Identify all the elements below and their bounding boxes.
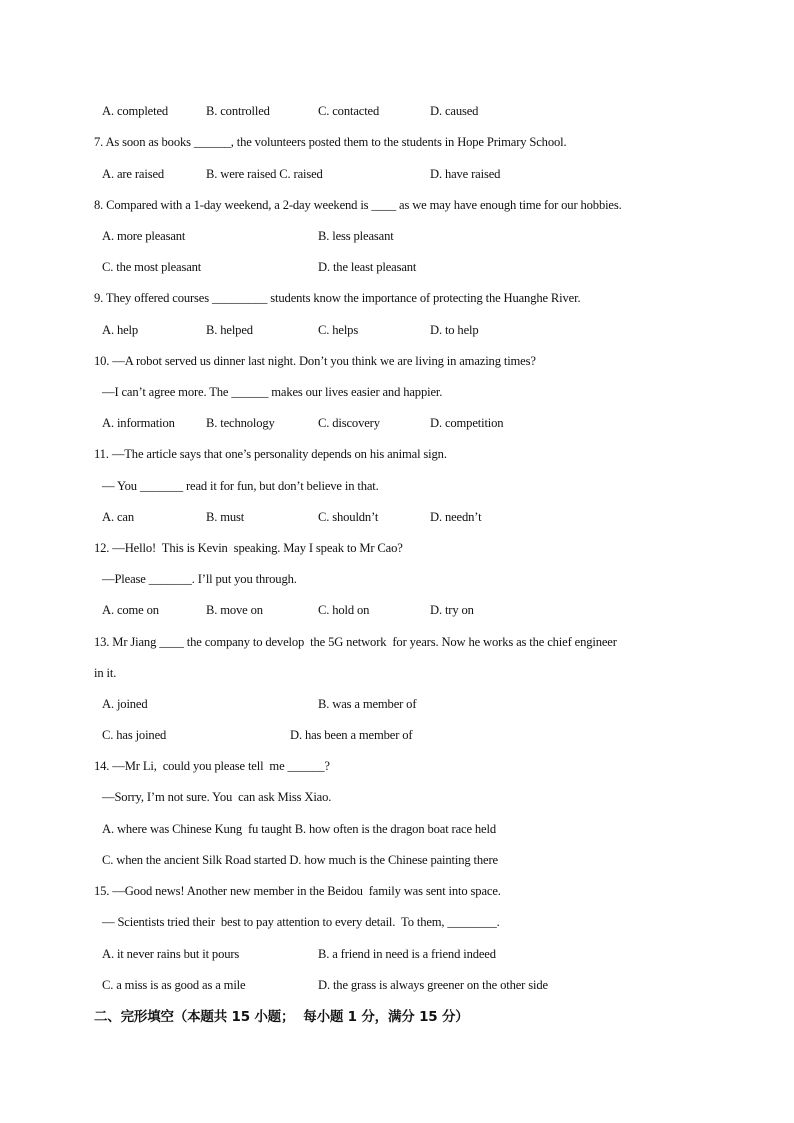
answer-option: A. are raised (102, 167, 165, 181)
question-line: C. when the ancient Silk Road started D. how much is the Chinese painting there (102, 853, 498, 867)
answer-option: B. controlled (206, 104, 270, 118)
question-line: 11. —The article says that one’s personality depends on his animal sign. (94, 447, 447, 461)
question-line: in it. (94, 666, 117, 680)
question-line: 9. They offered courses _________ students know the importance of protecting the Huanghe River. (94, 291, 581, 305)
answer-option: B. were raised C. raised (206, 167, 323, 181)
question-line: 14. —Mr Li, could you please tell me ______? (94, 759, 330, 773)
question-line: A. where was Chinese Kung fu taught B. how often is the dragon boat race held (102, 822, 496, 836)
answer-option: D. caused (430, 104, 479, 118)
answer-option: D. try on (430, 603, 474, 617)
answer-option: D. have raised (430, 167, 501, 181)
answer-option: A. information (102, 416, 175, 430)
answer-option: C. contacted (318, 104, 380, 118)
question-line: 7. As soon as books ______, the volunteers posted them to the students in Hope Primary School. (94, 135, 567, 149)
answer-option: C. helps (318, 323, 359, 337)
answer-option: A. come on (102, 603, 159, 617)
answer-option: C. the most pleasant (102, 260, 202, 274)
answer-option: B. a friend in need is a friend indeed (318, 947, 496, 961)
answer-option: C. a miss is as good as a mile (102, 978, 246, 992)
question-line: 15. —Good news! Another new member in the Beidou family was sent into space. (94, 884, 501, 898)
answer-option: D. needn’t (430, 510, 482, 524)
question-line: 13. Mr Jiang ____ the company to develop the 5G network for years. Now he works as the chief engineer (94, 635, 617, 649)
answer-option: A. it never rains but it pours (102, 947, 240, 961)
question-line: — Scientists tried their best to pay attention to every detail. To them, ________. (102, 915, 500, 929)
answer-option: D. has been a member of (290, 728, 413, 742)
question-line: 10. —A robot served us dinner last night. Don’t you think we are living in amazing times? (94, 354, 536, 368)
section-title: 二、完形填空（本题共 15 小题； 每小题 1 分，满分 15 分） (94, 1009, 469, 1025)
answer-option: C. has joined (102, 728, 167, 742)
answer-option: B. must (206, 510, 245, 524)
question-line: —Sorry, I’m not sure. You can ask Miss Xiao. (102, 790, 332, 804)
answer-option: C. hold on (318, 603, 370, 617)
answer-option: D. to help (430, 323, 479, 337)
answer-option: B. move on (206, 603, 263, 617)
answer-option: A. completed (102, 104, 169, 118)
question-line: —Please _______. I’ll put you through. (102, 572, 297, 586)
answer-option: A. joined (102, 697, 148, 711)
answer-option: A. help (102, 323, 139, 337)
answer-option: D. competition (430, 416, 504, 430)
answer-option: C. discovery (318, 416, 380, 430)
answer-option: B. helped (206, 323, 253, 337)
answer-option: B. less pleasant (318, 229, 394, 243)
answer-option: B. was a member of (318, 697, 417, 711)
answer-option: D. the grass is always greener on the other side (318, 978, 548, 992)
question-line: 8. Compared with a 1-day weekend, a 2-day weekend is ____ as we may have enough time for our hobbies. (94, 198, 622, 212)
question-line: — You _______ read it for fun, but don’t believe in that. (102, 479, 379, 493)
answer-option: D. the least pleasant (318, 260, 417, 274)
answer-option: C. shouldn’t (318, 510, 379, 524)
answer-option: A. can (102, 510, 134, 524)
answer-option: A. more pleasant (102, 229, 186, 243)
question-line: —I can’t agree more. The ______ makes our lives easier and happier. (102, 385, 443, 399)
question-line: 12. —Hello! This is Kevin speaking. May I speak to Mr Cao? (94, 541, 403, 555)
answer-option: B. technology (206, 416, 275, 430)
